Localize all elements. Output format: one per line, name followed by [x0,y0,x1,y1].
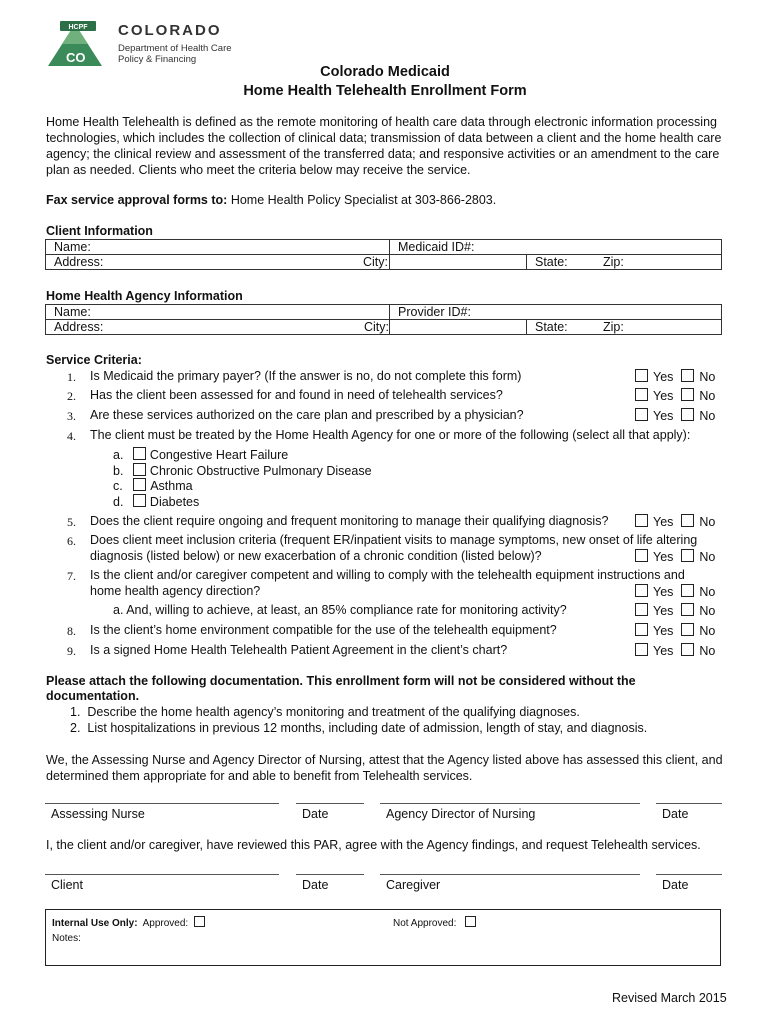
logo-colorado: COLORADO [118,22,222,39]
q4a-option: a. Congestive Heart Failure [113,448,289,462]
q8-number: 8. [67,624,76,638]
q7-number: 7. [67,569,76,583]
q7a-text: a. And, willing to achieve, at least, an 85% compliance rate for monitoring activity? [113,603,567,617]
documentation-heading-line2: documentation. [46,689,140,703]
q8-yes-checkbox[interactable] [635,623,648,636]
agency-name-field[interactable]: Name: [46,305,390,320]
q6-yes-no: Yes No [635,549,715,564]
documentation-item-1: 1. Describe the home health agency’s monitoring and treatment of the qualifying diagnoses. [70,705,580,719]
q5-no-checkbox[interactable] [681,514,694,527]
documentation-heading-line1: Please attach the following documentation. This enrollment form will not be considered without the [46,674,636,688]
q3-number: 3. [67,409,76,423]
q7-yes-no: Yes No [635,584,715,599]
internal-use-approved: Internal Use Only: Approved: [52,916,205,929]
agency-city-field[interactable] [390,320,527,335]
q7a-yes-checkbox[interactable] [635,603,648,616]
q7-no-checkbox[interactable] [681,584,694,597]
client-zip-field[interactable]: Zip: [595,255,722,270]
q7-yes-checkbox[interactable] [635,584,648,597]
q7a-yes-no: Yes No [635,603,715,618]
q4d-option: d. Diabetes [113,495,200,509]
q5-number: 5. [67,515,76,529]
page-title: Colorado Medicaid [320,64,450,80]
client-info-table [45,239,722,270]
q4b-checkbox[interactable] [133,463,146,476]
director-date-label: Date [662,807,689,821]
nurse-date-label: Date [302,807,329,821]
q5-yes-checkbox[interactable] [635,514,648,527]
caregiver-label: Caregiver [386,878,441,892]
assessing-nurse-label: Assessing Nurse [51,807,145,821]
attestation-paragraph: We, the Assessing Nurse and Agency Director of Nursing, attest that the Agency listed above has assessed this client, and determined them appropriate for and able to benefit from Telehealth services. [46,753,723,783]
q1-no-checkbox[interactable] [681,369,694,382]
q4c-checkbox[interactable] [133,478,146,491]
agency-state-field[interactable]: State: [527,320,596,335]
agency-info-heading: Home Health Agency Information [46,289,243,303]
page-subtitle: Home Health Telehealth Enrollment Form [243,83,527,99]
q1-text: Is Medicaid the primary payer? (If the answer is no, do not complete this form) [90,369,522,383]
hcpf-logo-icon [44,20,110,70]
revision-date: Revised March 2015 [612,991,727,1005]
director-signature-line[interactable] [380,803,640,804]
agency-info-table [45,304,722,335]
q7-text-line1: Is the client and/or caregiver competent and willing to comply with the telehealth equipment instructions and [90,568,685,582]
q2-yes-checkbox[interactable] [635,388,648,401]
q6-yes-checkbox[interactable] [635,549,648,562]
intro-paragraph: Home Health Telehealth is defined as the remote monitoring of health care data through electronic information processing technologies, which includes the collection of clinical data; transmission of data between a client and the home health care agency; the clinical review and assessment of the transferred data; and responsive activities or an amendment to the care plan as needed. Clients who meet the criteria below may receive the service. [46,115,722,177]
director-date-line[interactable] [656,803,722,804]
q4d-checkbox[interactable] [133,494,146,507]
not-approved-checkbox[interactable] [465,916,476,927]
q5-yes-no: Yes No [635,514,715,529]
client-date-line[interactable] [296,874,364,875]
service-criteria-heading: Service Criteria: [46,353,142,367]
client-info-heading: Client Information [46,224,153,238]
client-label: Client [51,878,83,892]
q8-yes-no: Yes No [635,623,715,638]
client-name-field[interactable]: Name: [46,240,390,255]
q3-text: Are these services authorized on the care plan and prescribed by a physician? [90,408,524,422]
client-medicaid-id-field[interactable]: Medicaid ID#: [390,240,722,255]
q3-yes-checkbox[interactable] [635,408,648,421]
q7-text-line2: home health agency direction? [90,584,261,598]
q5-text: Does the client require ongoing and frequent monitoring to manage their qualifying diagnosis? [90,514,609,528]
q1-number: 1. [67,370,76,384]
q8-no-checkbox[interactable] [681,623,694,636]
q3-yes-no: Yes No [635,408,715,423]
q4a-checkbox[interactable] [133,447,146,460]
nurse-date-line[interactable] [296,803,364,804]
agency-address-field[interactable]: Address: City: [46,320,390,335]
logo-badge-text: HCPF [68,24,88,31]
fax-instructions: Fax service approval forms to: Home Health Policy Specialist at 303-866-2803. [46,193,497,207]
q4-text: The client must be treated by the Home Health Agency for one or more of the following (select all that apply): [90,428,691,442]
q7a-no-checkbox[interactable] [681,603,694,616]
q6-no-checkbox[interactable] [681,549,694,562]
q9-yes-checkbox[interactable] [635,643,648,656]
q6-text-line1: Does client meet inclusion criteria (frequent ER/inpatient visits to manage symptoms, new onset of life altering [90,533,698,547]
q9-text: Is a signed Home Health Telehealth Patient Agreement in the client’s chart? [90,643,508,657]
q8-text: Is the client’s home environment compatible for the use of the telehealth equipment? [90,623,557,637]
logo-department: Department of Health Care Policy & Financing [118,43,232,65]
director-label: Agency Director of Nursing [386,807,536,821]
caregiver-date-line[interactable] [656,874,722,875]
q6-number: 6. [67,534,76,548]
q4b-option: b. Chronic Obstructive Pulmonary Disease [113,464,372,478]
client-statement: I, the client and/or caregiver, have reviewed this PAR, agree with the Agency findings, and request Telehealth services. [46,838,701,852]
q2-yes-no: Yes No [635,388,715,403]
q6-text-line2: diagnosis (listed below) or new exacerbation of a chronic condition (listed below)? [90,549,542,563]
internal-use-not-approved: Not Approved: [393,916,476,929]
q9-no-checkbox[interactable] [681,643,694,656]
approved-checkbox[interactable] [194,916,205,927]
q1-yes-checkbox[interactable] [635,369,648,382]
client-date-label: Date [302,878,329,892]
q4c-option: c. Asthma [113,479,193,493]
client-city-field[interactable] [390,255,527,270]
q9-number: 9. [67,644,76,658]
documentation-item-2: 2. List hospitalizations in previous 12 months, including date of admission, length of stay, and diagnosis. [70,721,648,735]
logo-state-text: CO [66,50,86,65]
caregiver-date-label: Date [662,878,689,892]
q9-yes-no: Yes No [635,643,715,658]
assessing-nurse-signature-line[interactable] [45,803,279,804]
q2-no-checkbox[interactable] [681,388,694,401]
client-signature-line[interactable] [45,874,279,875]
agency-provider-id-field[interactable]: Provider ID#: [390,305,722,320]
agency-zip-field[interactable]: Zip: [595,320,722,335]
internal-use-notes[interactable]: Notes: [52,933,81,944]
client-state-field[interactable]: State: [527,255,596,270]
q2-number: 2. [67,389,76,403]
q3-no-checkbox[interactable] [681,408,694,421]
q2-text: Has the client been assessed for and found in need of telehealth services? [90,388,503,402]
q4-number: 4. [67,429,76,443]
internal-use-box [45,909,721,966]
caregiver-signature-line[interactable] [380,874,640,875]
q1-yes-no: Yes No [635,369,715,384]
client-address-field[interactable]: Address: City: [46,255,390,270]
